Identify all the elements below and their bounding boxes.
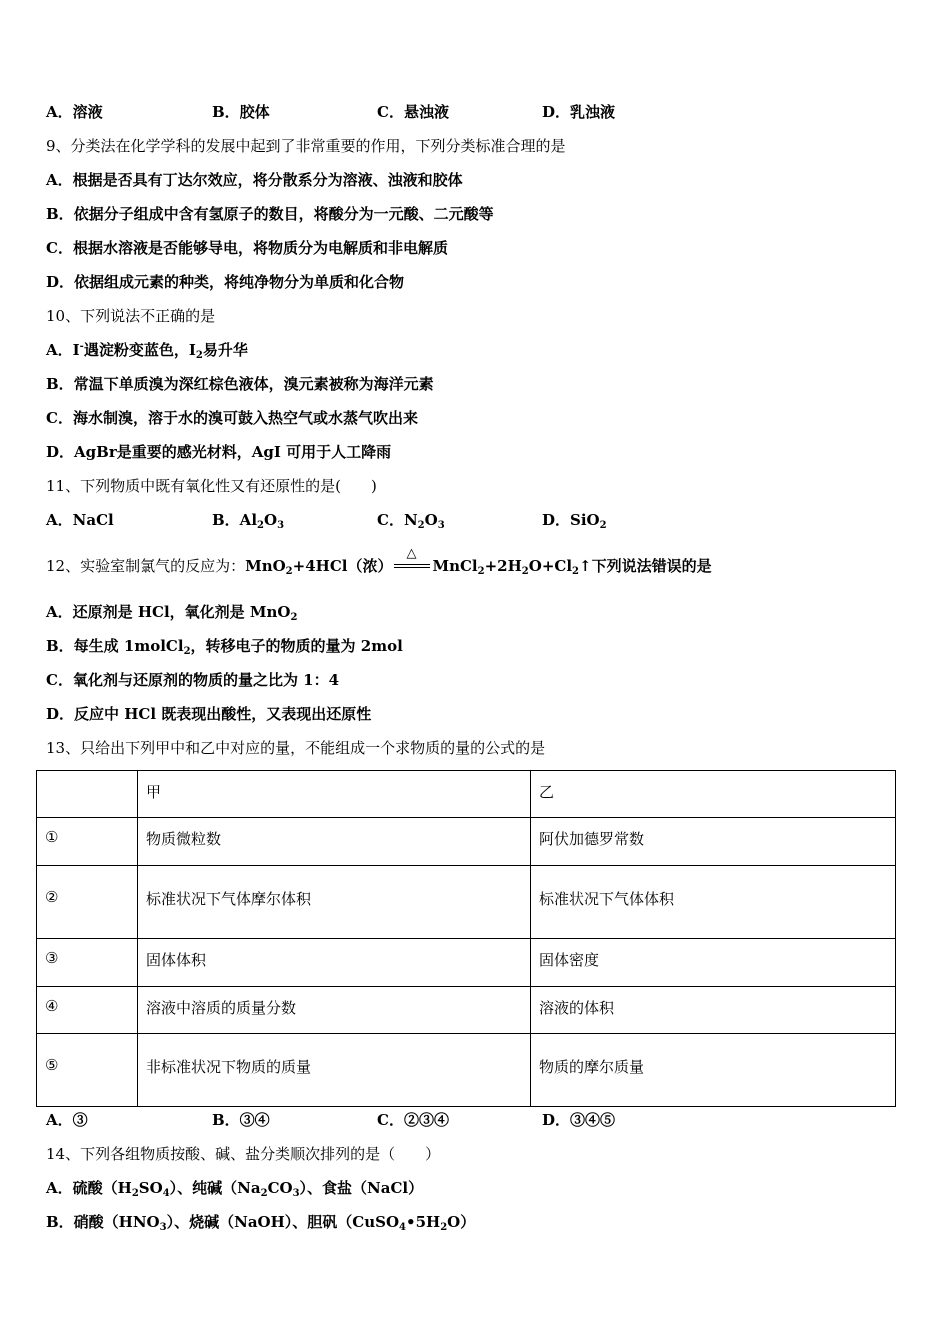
q12-product-2-sub: 2 (521, 566, 529, 577)
q14-b-text-4: O） (447, 1213, 476, 1231)
q11-stem: 11、下列物质中既有氧化性又有还原性的是( ) (46, 477, 377, 495)
table-row (37, 939, 896, 987)
q12-option-a (46, 602, 297, 622)
q9-option-a: A．根据是否具有丁达尔效应，将分散系分为溶液、浊液和胶体 (46, 171, 463, 189)
q10-a-text: A．I (46, 341, 80, 359)
q11-option-b (212, 510, 284, 530)
q10-option-b: B．常温下单质溴为深红棕色液体，溴元素被称为海洋元素 (46, 375, 434, 393)
table-cell-yi: 固体密度 (531, 939, 896, 987)
q13-option-d: D．③④⑤ (542, 1111, 616, 1129)
q14-b-text-2: ）、烧碱（NaOH）、胆矾（CuSO (166, 1213, 400, 1231)
q11-c-sub1: 2 (417, 520, 425, 531)
q14-b-sub-2: 4 (399, 1222, 406, 1233)
table-cell-yi: 物质的摩尔质量 (531, 1034, 896, 1107)
q10-option-c: C．海水制溴，溶于水的溴可鼓入热空气或水蒸气吹出来 (46, 409, 418, 427)
table-cell-yi: 标准状况下气体体积 (531, 866, 896, 939)
q13-table (36, 770, 896, 1107)
q11-b-text-mid: O (263, 511, 278, 529)
q14-b-text-1: B．硝酸（HNO (46, 1213, 160, 1231)
q12-reactant-1-sub: 2 (285, 566, 293, 577)
q11-b-sub1: 2 (257, 520, 264, 531)
q11-option-c (377, 510, 445, 530)
q14-a-text-2: SO (138, 1179, 163, 1197)
q9-option-d: D．依据组成元素的种类，将纯净物分为单质和化合物 (46, 273, 405, 291)
q9-option-c: C．根据水溶液是否能够导电，将物质分为电解质和非电解质 (46, 239, 448, 257)
q14-a-text-1: A．硫酸（H (46, 1179, 132, 1197)
q14-option-b (46, 1212, 475, 1232)
q11-c-text: C．N (377, 511, 418, 529)
q14-b-sub-1: 3 (159, 1222, 167, 1233)
table-cell-yi: 阿伏加德罗常数 (531, 818, 896, 866)
table-cell-jia: 固体体积 (138, 939, 531, 987)
table-cell-yi: 溶液的体积 (531, 987, 896, 1034)
q12-product-2: +2H (484, 557, 522, 575)
table-cell-jia: 标准状况下气体摩尔体积 (138, 866, 531, 939)
table-header-jia: 甲 (138, 771, 531, 818)
table-row (37, 987, 896, 1034)
q12-b-text-post: ，转移电子的物质的量为 2mol (190, 637, 403, 655)
q10-a-text-post: 易升华 (202, 341, 248, 359)
q11-option-a: A．NaCl (46, 511, 114, 529)
q12-option-c: C．氧化剂与还原剂的物质的量之比为 1：4 (46, 671, 340, 689)
q14-b-text-3: •5H (406, 1213, 441, 1231)
q12-option-d: D．反应中 HCl 既表现出酸性，又表现出还原性 (46, 705, 372, 723)
q12-stem-tail: ↑下列说法错误的是 (579, 557, 712, 575)
table-row (37, 818, 896, 866)
q12-product-3: O+Cl (528, 557, 573, 575)
table-header-row (37, 771, 896, 818)
table-cell-index: ④ (37, 987, 138, 1034)
q11-d-text: D．SiO (542, 511, 600, 529)
table-row (37, 866, 896, 939)
q11-b-sub2: 3 (277, 520, 285, 531)
q8-option-a: A．溶液 (46, 103, 103, 121)
q10-option-a (46, 340, 248, 360)
q10-a-text-mid: 遇淀粉变蓝色，I (83, 341, 196, 359)
table-cell-index: ⑤ (37, 1034, 138, 1107)
q14-a-sub-1: 2 (131, 1188, 139, 1199)
q10-a-sup: - (79, 341, 84, 352)
q12-option-b (46, 636, 403, 656)
q13-option-b: B．③④ (212, 1111, 270, 1129)
q12-stem (46, 546, 712, 577)
q8-option-c: C．悬浊液 (377, 103, 449, 121)
q13-option-c: C．②③④ (377, 1111, 449, 1129)
q14-a-text-4: CO (267, 1179, 293, 1197)
table-row (37, 1034, 896, 1107)
q12-reactant-2: +4HCl（浓） (292, 557, 393, 575)
q12-b-sub: 2 (183, 646, 191, 657)
q12-a-sub: 2 (290, 612, 298, 623)
q10-stem: 10、下列说法不正确的是 (46, 307, 216, 325)
q11-c-sub2: 3 (437, 520, 445, 531)
q9-stem: 9、分类法在化学学科的发展中起到了非常重要的作用，下列分类标准合理的是 (46, 137, 566, 155)
q13-option-a: A．③ (46, 1111, 88, 1129)
q12-stem-text: 12、实验室制氯气的反应为： (46, 557, 246, 575)
table-cell-jia: 物质微粒数 (138, 818, 531, 866)
q8-option-d: D．乳浊液 (542, 103, 616, 121)
q14-stem: 14、下列各组物质按酸、碱、盐分类顺次排列的是（ ） (46, 1145, 441, 1163)
q10-option-d: D．AgBr是重要的感光材料，AgI 可用于人工降雨 (46, 443, 392, 461)
q8-option-b: B．胶体 (212, 103, 270, 121)
q12-product-1: MnCl (432, 557, 478, 575)
q11-c-text-mid: O (424, 511, 438, 529)
q14-a-sub-3: 2 (260, 1188, 268, 1199)
table-header-yi: 乙 (531, 771, 896, 818)
q11-options (46, 510, 906, 530)
table-cell-index: ① (37, 818, 138, 866)
heat-symbol: △ (406, 546, 417, 561)
q11-b-text: B．Al (212, 511, 258, 529)
q12-product-3-sub: 2 (572, 566, 579, 577)
q12-reactant-1: MnO (245, 557, 286, 575)
q12-product-1-sub: 2 (477, 566, 485, 577)
q13-stem: 13、只给出下列甲中和乙中对应的量，不能组成一个求物质的量的公式的是 (46, 739, 546, 757)
table-cell-jia: 溶液中溶质的质量分数 (138, 987, 531, 1034)
table-header-cell (37, 771, 138, 818)
q14-a-text-3: ）、纯碱（Na (169, 1179, 261, 1197)
q13-options (46, 1110, 906, 1130)
q8-options (46, 102, 906, 122)
q12-b-text: B．每生成 1molCl (46, 637, 184, 655)
table-cell-jia: 非标准状况下物质的质量 (138, 1034, 531, 1107)
q10-a-sub: 2 (195, 350, 203, 361)
q14-b-sub-3: 2 (440, 1222, 448, 1233)
q9-option-b: B．依据分子组成中含有氢原子的数目，将酸分为一元酸、二元酸等 (46, 205, 494, 223)
reaction-arrow (392, 546, 432, 576)
q14-a-sub-2: 4 (162, 1188, 170, 1199)
table-cell-index: ② (37, 866, 138, 939)
q14-option-a (46, 1178, 423, 1198)
q14-a-sub-4: 3 (292, 1188, 300, 1199)
table-cell-index: ③ (37, 939, 138, 987)
q12-a-text: A．还原剂是 HCl，氧化剂是 MnO (46, 603, 291, 621)
q11-option-d (542, 510, 607, 530)
q14-a-text-5: ）、食盐（NaCl） (299, 1179, 424, 1197)
q11-d-sub1: 2 (599, 520, 607, 531)
